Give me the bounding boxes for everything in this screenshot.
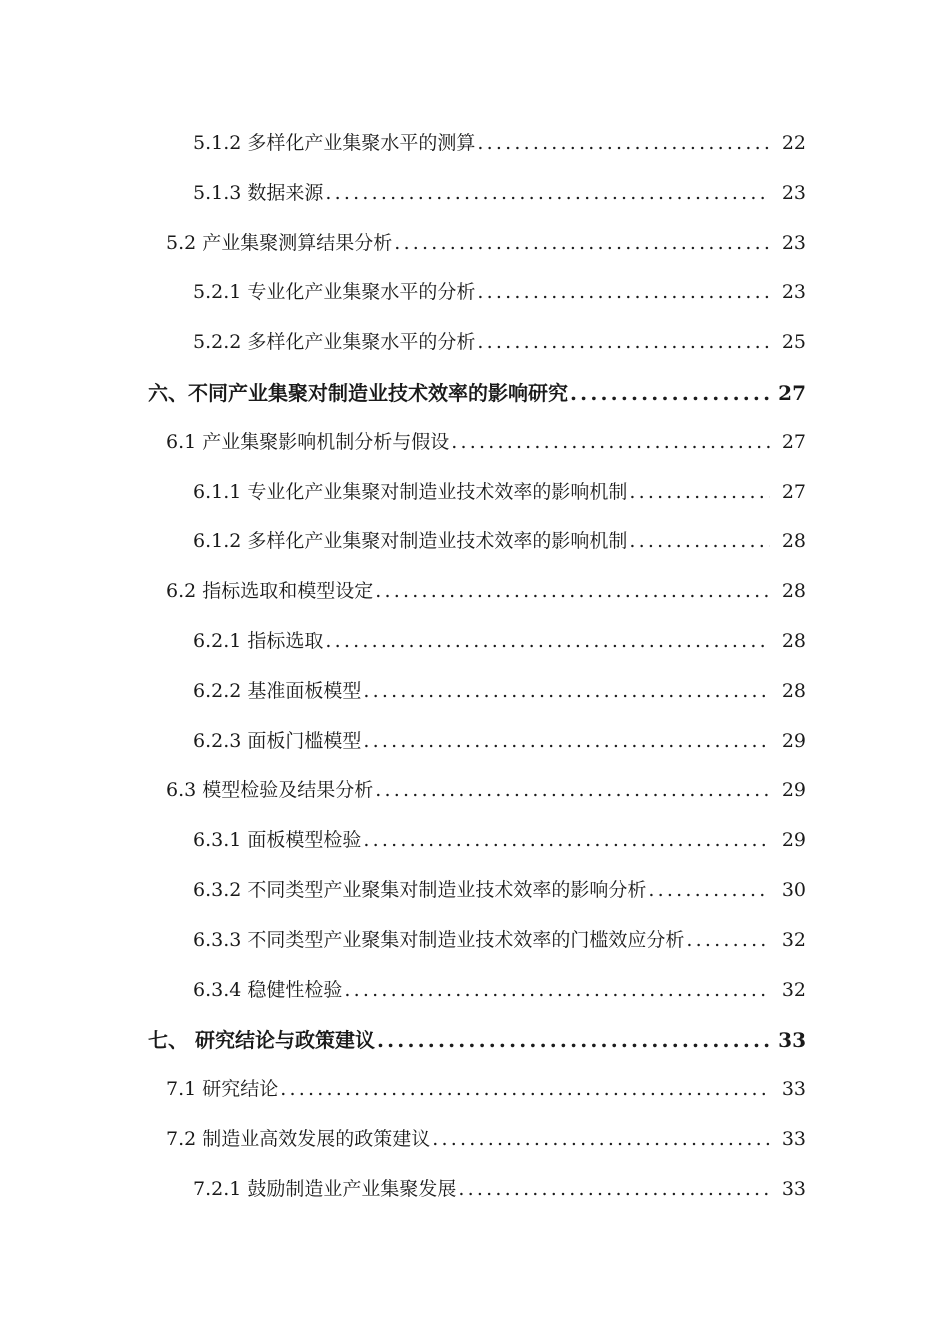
toc-entry-page-number: 27	[781, 480, 806, 503]
dot-leader	[570, 381, 770, 405]
dot-leader	[686, 929, 770, 951]
dot-leader	[375, 580, 770, 602]
toc-entry-title: 5.2 产业集聚测算结果分析	[166, 231, 393, 254]
toc-entry[interactable]	[0, 465, 950, 515]
toc-entry-page-number: 29	[781, 829, 806, 852]
dot-leader	[477, 281, 770, 303]
dot-leader	[477, 331, 770, 353]
dot-leader	[477, 132, 770, 154]
toc-entry[interactable]	[0, 365, 950, 415]
toc-entry[interactable]	[0, 863, 950, 913]
dot-leader	[451, 431, 770, 453]
dot-leader	[363, 680, 770, 702]
toc-entry-title: 6.3.2 不同类型产业聚集对制造业技术效率的影响分析	[193, 878, 647, 901]
dot-leader	[280, 1078, 770, 1100]
toc-entry-page-number: 33	[781, 1127, 806, 1150]
toc-entry-title: 6.2.1 指标选取	[193, 629, 324, 652]
toc-entry[interactable]	[0, 564, 950, 614]
dot-leader	[363, 829, 770, 851]
toc-entry-title: 5.1.2 多样化产业集聚水平的测算	[193, 132, 476, 154]
toc-entry-page-number: 23	[781, 181, 806, 204]
toc-entry-page-number: 28	[781, 629, 806, 652]
dot-leader	[344, 979, 770, 1001]
toc-entry-page-number: 23	[781, 281, 806, 304]
toc-entry-page-number: 30	[781, 878, 806, 901]
toc-entry[interactable]	[0, 1012, 950, 1062]
toc-entry-title: 6.2.3 面板门槛模型	[193, 729, 362, 752]
toc-entry-title: 6.2 指标选取和模型设定	[166, 580, 374, 603]
toc-entry-title: 7.2 制造业高效发展的政策建议	[166, 1127, 431, 1150]
toc-entry[interactable]	[0, 714, 950, 764]
toc-entry-page-number: 32	[781, 978, 806, 1001]
toc-entry[interactable]	[0, 415, 950, 465]
toc-entry-title: 6.1.2 多样化产业集聚对制造业技术效率的影响机制	[193, 530, 628, 553]
dot-leader	[325, 182, 770, 204]
toc-entry-page-number: 27	[781, 430, 806, 453]
toc-entry-title: 6.3.3 不同类型产业聚集对制造业技术效率的门槛效应分析	[193, 928, 685, 951]
toc-entry-title: 6.1.1 专业化产业集聚对制造业技术效率的影响机制	[193, 480, 628, 503]
dot-leader	[325, 630, 770, 652]
toc-entry-title: 6.1 产业集聚影响机制分析与假设	[166, 430, 450, 453]
toc-entry-page-number: 28	[781, 580, 806, 603]
toc-entry-title: 六、不同产业集聚对制造业技术效率的影响研究	[148, 380, 568, 405]
toc-entry-page-number: 27	[778, 380, 806, 405]
toc-entry[interactable]	[0, 1162, 950, 1212]
toc-entry-title: 6.3.4 稳健性检验	[193, 978, 343, 1001]
toc-entry[interactable]	[0, 813, 950, 863]
toc-entry-title: 6.3 模型检验及结果分析	[166, 779, 374, 802]
toc-entry-page-number: 33	[781, 1078, 806, 1101]
toc-entry[interactable]	[0, 913, 950, 963]
toc-entry-title: 7.1 研究结论	[166, 1078, 279, 1101]
toc-entry-title: 6.2.2 基准面板模型	[193, 679, 362, 702]
dot-leader	[629, 530, 770, 552]
toc-entry-page-number: 28	[781, 679, 806, 702]
table-of-contents	[0, 116, 950, 1212]
toc-entry-title: 七、 研究结论与政策建议	[148, 1028, 375, 1053]
toc-entry[interactable]	[0, 1112, 950, 1162]
dot-leader	[375, 779, 770, 801]
dot-leader	[648, 879, 770, 901]
toc-entry-title: 5.2.2 多样化产业集聚水平的分析	[193, 331, 476, 354]
toc-entry[interactable]	[0, 116, 950, 166]
toc-entry[interactable]	[0, 265, 950, 315]
toc-entry-page-number: 32	[781, 928, 806, 951]
toc-entry[interactable]	[0, 514, 950, 564]
toc-entry[interactable]	[0, 664, 950, 714]
toc-entry[interactable]	[0, 763, 950, 813]
toc-entry-title: 5.2.1 专业化产业集聚水平的分析	[193, 281, 476, 304]
toc-entry[interactable]	[0, 216, 950, 266]
toc-entry-page-number: 25	[781, 331, 806, 354]
dot-leader	[363, 730, 770, 752]
dot-leader	[432, 1128, 770, 1150]
toc-entry[interactable]	[0, 315, 950, 365]
toc-entry[interactable]	[0, 963, 950, 1013]
toc-entry[interactable]	[0, 1062, 950, 1112]
toc-entry-page-number: 33	[778, 1028, 806, 1053]
toc-entry-page-number: 29	[781, 779, 806, 802]
dot-leader	[377, 1028, 770, 1052]
dot-leader	[394, 232, 770, 254]
toc-entry-page-number: 23	[781, 231, 806, 254]
toc-entry-page-number: 22	[781, 132, 806, 154]
dot-leader	[458, 1178, 770, 1200]
toc-entry-page-number: 28	[781, 530, 806, 553]
toc-entry-title: 6.3.1 面板模型检验	[193, 829, 362, 852]
toc-entry-page-number: 33	[781, 1177, 806, 1200]
dot-leader	[629, 481, 770, 503]
toc-entry[interactable]	[0, 166, 950, 216]
toc-entry-title: 5.1.3 数据来源	[193, 181, 324, 204]
toc-entry-page-number: 29	[781, 729, 806, 752]
toc-entry[interactable]	[0, 614, 950, 664]
toc-entry-title: 7.2.1 鼓励制造业产业集聚发展	[193, 1177, 457, 1200]
